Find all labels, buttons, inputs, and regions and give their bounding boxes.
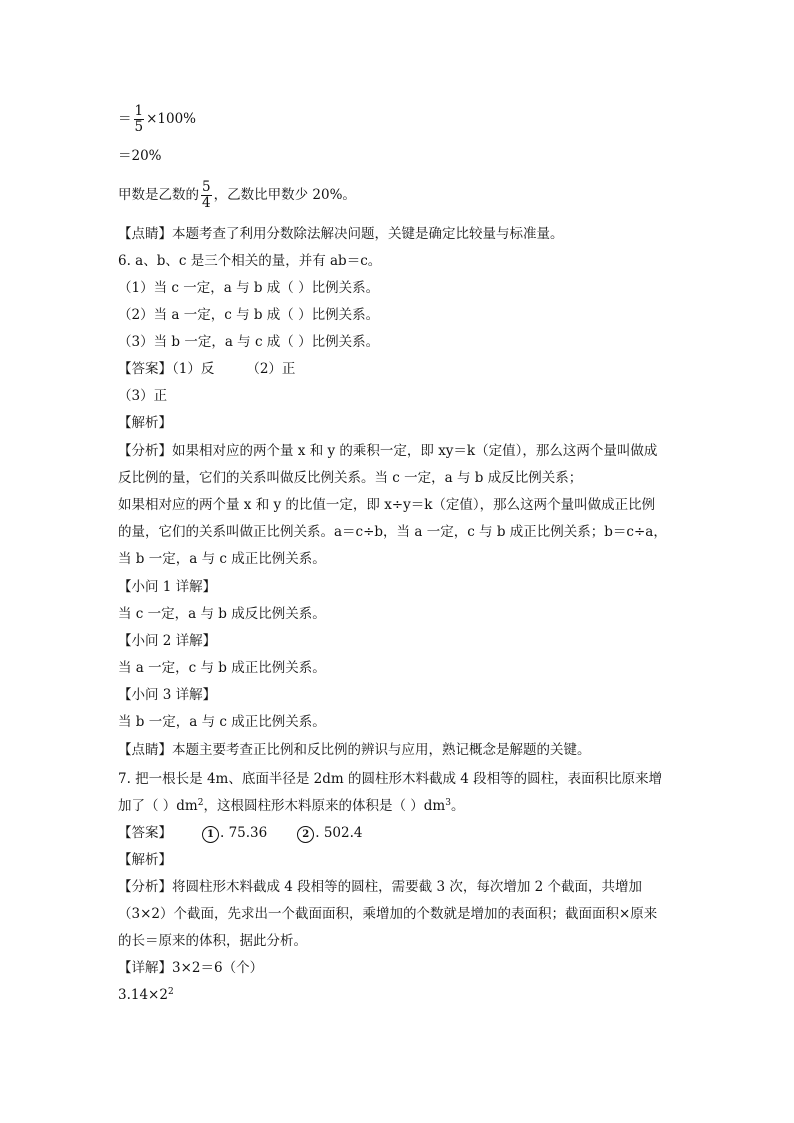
q6-fenxi-4: 的量，它们的关系叫做正比例关系。a＝c÷b，当 a 一定，c 与 b 成正比例关系；b＝c÷a， [118,524,667,540]
q6-xiaowen-1-text: 当 c 一定，a 与 b 成反比例关系。 [118,606,326,622]
q6-xiaowen-2-text: 当 a 一定，c 与 b 成正比例关系。 [118,660,326,676]
q7-xiangjie: 【详解】3×2＝6（个） [118,960,264,976]
q6-fenxi-5: 当 b 一定，a 与 c 成正比例关系。 [118,551,326,567]
circled-two-icon: 2 [297,826,314,843]
q6-answer-1: 【答案】（1）反 [118,361,215,377]
q6-xiaowen-3-title: 【小问 3 详解】 [118,687,217,703]
q6-fenxi-1: 【分析】如果相对应的两个量 x 和 y 的乘积一定，即 xy＝k（定值），那么这两个量叫做成 [118,443,658,459]
q7-calc [118,985,174,1005]
q6-xiaowen-1-title: 【小问 1 详解】 [118,579,217,595]
fraction-numerator: 5 [202,179,211,195]
equation-line-1 [118,104,196,135]
q6-stem: 6. a、b、c 是三个相关的量，并有 ab＝c。 [118,253,382,269]
q6-sub3: （3）当 b 一定，a 与 c 成（ ）比例关系。 [118,334,380,350]
q6-sub2: （2）当 a 一定，c 与 b 成（ ）比例关系。 [118,307,380,323]
fraction-denominator: 5 [134,119,144,135]
q7-answer-2: . 502.4 [315,825,363,841]
q7-stem-2b: ，这根圆柱形木料原来的体积是（ ）dm [203,798,446,814]
conclusion-line [118,180,356,211]
circled-one-icon: 1 [202,826,219,843]
q7-stem-2c: 。 [450,798,465,814]
q6-xiaowen-2-title: 【小问 2 详解】 [118,633,217,649]
exponent-2: 2 [167,987,174,997]
exponent-3: 3 [445,798,451,808]
multiply-percent: ×100% [146,111,197,127]
q6-answer-3: （3）正 [118,388,168,404]
q6-sub1: （1）当 c 一定，a 与 b 成（ ）比例关系。 [118,280,380,296]
q6-xiaowen-3-text: 当 b 一定，a 与 c 成正比例关系。 [118,714,326,730]
equals-sign: ＝ [118,111,132,127]
q6-answer-line [118,359,295,379]
exponent-2: 2 [197,798,204,808]
q7-answer-1: . 75.36 [220,825,268,841]
q5-dianjing: 【点睛】本题考查了利用分数除法解决问题，关键是确定比较量与标准量。 [118,226,564,242]
q7-fenxi-3: 的长＝原来的体积，据此分析。 [118,933,307,949]
fraction-denominator: 4 [202,195,211,211]
answer-label: 【答案】 [118,825,172,841]
q7-stem-2 [118,796,464,816]
fraction-one-fifth [134,104,145,135]
q6-jiexi: 【解析】 [118,415,172,431]
q6-dianjing: 【点睛】本题主要考查正比例和反比例的辨识与应用，熟记概念是解题的关键。 [118,742,591,758]
q6-fenxi-3: 如果相对应的两个量 x 和 y 的比值一定，即 x÷y＝k（定值），那么这两个量叫做成正比例 [118,497,656,513]
conclusion-text-b: ，乙数比甲数少 20%。 [213,187,356,203]
fraction-five-fourths [201,180,212,211]
q7-stem-2a: 加了（ ）dm [118,798,198,814]
q6-answer-2: （2）正 [246,361,296,377]
equation-line-2: ＝20% [118,148,162,164]
q7-answer-line [118,823,362,843]
fraction-numerator: 1 [134,103,144,119]
q7-fenxi-2: （3×2）个截面，先求出一个截面面积，乘增加的个数就是增加的表面积；截面面积×原来 [118,906,658,922]
q7-stem-1: 7. 把一根长是 4m、底面半径是 2dm 的圆柱形木料截成 4 段相等的圆柱，表面积比原来增 [118,771,663,787]
q7-calc-text: 3.14×2 [118,987,168,1003]
q7-jiexi: 【解析】 [118,852,172,868]
q7-fenxi-1: 【分析】将圆柱形木料截成 4 段相等的圆柱，需要截 3 次，每次增加 2 个截面，共增加 [118,879,643,895]
conclusion-text-a: 甲数是乙数的 [118,187,199,203]
q6-fenxi-2: 反比例的量，它们的关系叫做反比例关系。当 c 一定，a 与 b 成反比例关系； [118,470,583,486]
